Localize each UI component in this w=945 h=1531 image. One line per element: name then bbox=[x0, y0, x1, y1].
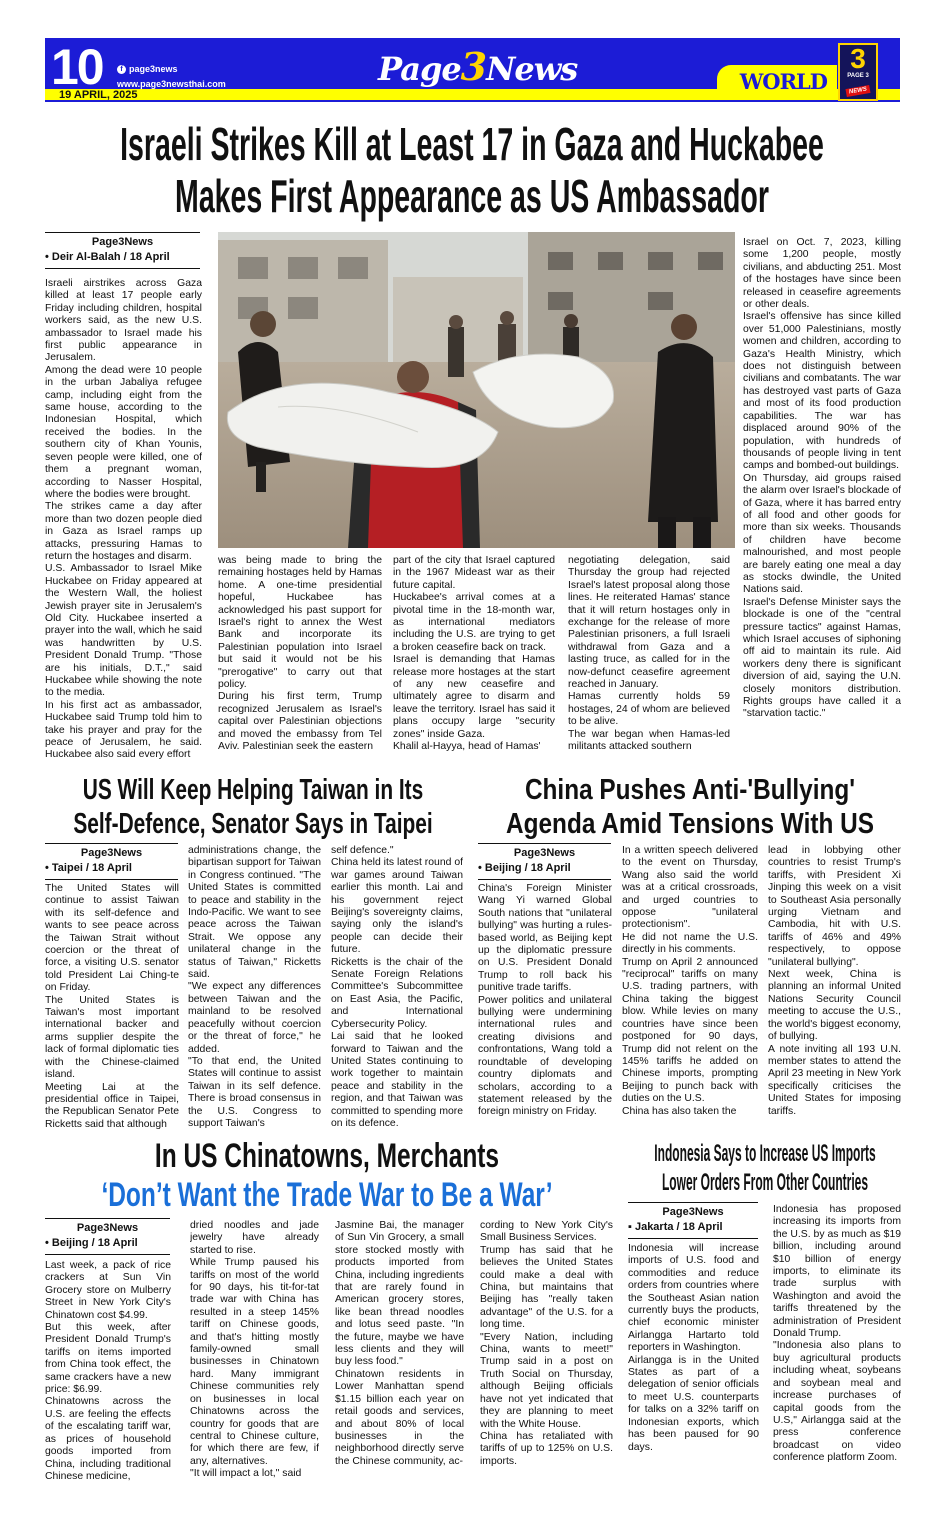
paragraph: part of the city that Israel captured in the 1967 Mideast war as their future capital. bbox=[393, 555, 555, 591]
byline-source: Page3News bbox=[513, 847, 576, 859]
main-headline bbox=[7, 118, 937, 222]
byline-location-date: • Taipei / 18 April bbox=[45, 862, 132, 874]
paragraph: negotiating delegation, said Thursday the group had rejected Israel's latest proposal along those lines. He reiterated Hamas' stance that it will return hostages only in exchange for the release of more Palestinian prisoners, a full Israeli withdrawal from Gaza and a lasting truce, as called for in the now-defunct ceasefire agreement reached in January. bbox=[568, 555, 730, 691]
paragraph: cording to New York City's Small Business Services. bbox=[480, 1220, 613, 1244]
paragraph: Israel's Defense Minister says the blockade is one of the "central pressure tactics" against Hamas, which Israel accuses of siphoning off aid to maintain its rule. Aid workers deny there is significant diversion of aid, saying the U.N. closely monitors distribution. Rights groups have called it a "starvation tactic." bbox=[743, 596, 901, 720]
paragraph: But this week, after President Donald Trump's tariffs on items imported from China took effect, the same crackers have a new price: $6.99. bbox=[45, 1322, 171, 1396]
byline-location-date: • Beijing / 18 April bbox=[45, 1237, 138, 1249]
section-label: WORLD bbox=[739, 69, 827, 94]
badge-news: NEWS bbox=[845, 85, 870, 97]
article-headline bbox=[585, 1139, 945, 1197]
article-headline bbox=[37, 773, 469, 841]
paragraph: "Indonesia also plans to buy agricultural products including wheat, soybeans and soybean meal and increase purchases of capital goods from the U.S," Airlangga said at the press conference broadcast on video conference platform Zoom. bbox=[773, 1340, 901, 1464]
logo-text: Page bbox=[378, 50, 461, 88]
paragraph: "It will impact a lot," said bbox=[190, 1468, 302, 1480]
paragraph: The United States is Taiwan's most important international backer and arms supplier despite the lack of formal diplomatic ties with the Chinese-claimed island. bbox=[45, 994, 179, 1081]
paragraph: administrations change, the bipartisan support for Taiwan in Congress continued. "The United States is committed to peace and stability in the Indo-Pacific. We want to see peace across the Taiwan Strait. We oppose any unilateral change in the status of Taiwan," Ricketts said. bbox=[188, 845, 321, 981]
paragraph: "Every Nation, including China, wants to meet!" Trump said in a post on Truth Social on Thursday, although Beijing officials have not yet indicated that they are planning to meet with the White House. bbox=[480, 1331, 613, 1430]
paragraph: During his first term, Trump recognized Jerusalem as Israel's capital over Palestinian objections and moved the embassy from Tel Aviv. Palestinian seek the eastern bbox=[218, 691, 382, 753]
masthead bbox=[45, 38, 900, 102]
byline-source: Page3News bbox=[76, 1222, 139, 1234]
byline bbox=[628, 1202, 758, 1239]
byline-location-date: • Deir Al-Balah / 18 April bbox=[45, 251, 170, 263]
article-column bbox=[45, 278, 202, 768]
headline-line: US Will Keep Helping Taiwan in Its bbox=[82, 774, 424, 806]
paragraph: The war began when Hamas-led militants attacked southern bbox=[568, 728, 730, 753]
byline-location-date: ▪ Jakarta / 18 April bbox=[628, 1221, 723, 1233]
facebook-handle[interactable] bbox=[117, 64, 178, 74]
paragraph: Israeli airstrikes across Gaza killed at least 17 people early Friday including children, hospital workers said, as the new U.S. ambassador to Israel made his first public appearance in Jerusalem. bbox=[45, 278, 202, 364]
paragraph: Meeting Lai at the presidential office in Taipei, the Republican Senator Pete Ricketts said that although bbox=[45, 1081, 179, 1130]
article-column bbox=[45, 883, 179, 1138]
page3-badge-logo bbox=[838, 43, 878, 101]
facebook-label: page3news bbox=[129, 64, 178, 74]
article-column bbox=[622, 845, 758, 1138]
paragraph: was being made to bring the remaining hostages held by Hamas home. A one-time presidential hopeful, Huckabee has acknowledged his past support for Israel's right to annex the West Bank and incorporate its Palestinian population into Israel but said it would not be his "prerogative" to carry out that policy. bbox=[218, 555, 382, 691]
byline bbox=[478, 843, 611, 880]
gaza-funeral-photo bbox=[218, 232, 735, 548]
paragraph: dried noodles and jade jewelry have already started to rise. bbox=[190, 1220, 319, 1256]
paragraph: China has retaliated with tariffs of up to 125% on U.S. imports. bbox=[480, 1430, 613, 1467]
paragraph: Trump has said that he believes the United States could make a deal with China, but maintains that Beijing has "really taken advantage" of the U.S. for a long time. bbox=[480, 1244, 613, 1331]
paragraph: Among the dead were 10 people in the urban Jabaliya refugee camp, including eight from the same house, according to the Indonesian Hospital, which received the bodies. In the southern city of Khan Younis, seven people were killed, one of them a pregnant woman, according to Nasser Hospital, where the bodies were brought. bbox=[45, 364, 202, 500]
article-headline bbox=[455, 773, 925, 841]
badge-page: PAGE 3 bbox=[847, 73, 869, 79]
article-column bbox=[218, 555, 382, 768]
paragraph: Trump on April 2 announced "reciprocal" tariffs on many U.S. trading partners, with China taking the biggest blow. While levies on many countries have since been postponed for 90 days, Trump did not relent on the 145% tariffs he added on Chinese imports, prompting Beijing to punch back with duties on the U.S. bbox=[622, 956, 758, 1105]
paragraph: The United States will continue to assist Taiwan with its self-defence and wants to see peace across the Taiwan Strait without coercion or the threat of force, a visiting U.S. senator told President Lai Ching-te on Friday. bbox=[45, 883, 179, 994]
paragraph: The strikes came a day after more than two dozen people died in Gaza as Israel ramps up attacks, pressuring Hamas to return the hostages and disarm. bbox=[45, 501, 202, 562]
headline-line: In US Chinatowns, Merchants bbox=[154, 1137, 500, 1175]
page-number: 10 bbox=[51, 39, 103, 95]
paragraph: "We expect any differences between Taiwan and the mainland to be resolved peacefully without coercion or the threat of force," he added. bbox=[188, 981, 321, 1055]
issue-date: 19 APRIL, 2025 bbox=[59, 89, 138, 101]
article-column bbox=[45, 1260, 171, 1492]
article-headline bbox=[75, 1137, 579, 1215]
article-column bbox=[773, 1204, 901, 1492]
byline bbox=[45, 1218, 170, 1255]
byline-source: Page3News bbox=[91, 236, 154, 248]
article-column bbox=[480, 1220, 613, 1492]
article-column bbox=[768, 845, 901, 1138]
article-column bbox=[743, 237, 901, 767]
paragraph: Khalil al-Hayya, head of Hamas' bbox=[393, 741, 541, 753]
headline-line: Self-Defence, Senator Says in Taipei bbox=[73, 808, 433, 840]
paragraph: Indonesia has proposed increasing its imports from the U.S. by as much as $19 billion, including around $10 billion of energy imports, to eliminate its trade surplus with Washington and avoid the tariffs threatened by the administration of President Donald Trump. bbox=[773, 1204, 901, 1340]
paragraph: Lai said that he looked forward to Taiwan and the United States continuing to work together to maintain peace and stability in the region, and that Taiwan was committed to spending more on its defence. bbox=[331, 1031, 463, 1129]
paragraph: Jasmine Bai, the manager of Sun Vin Grocery, a small store stocked mostly with products imported from China, including ingredients that are rarely found in American grocery stores, like bean thread noodles and lotus seed paste. "In the future, maybe we have less clients and they will buy less food." bbox=[335, 1220, 464, 1368]
paragraph: In his first act as ambassador, Huckabee said Trump told him to take his prayer and pray for the peace of Jerusalem, he said. Huckabee also said every effort bbox=[45, 699, 202, 761]
paragraph: Indonesia will increase imports of U.S. food and commodities and reduce orders from countries where the Southeast Asian nation currently buys the products, chief economic minister Airlangga Hartarto told reporters in Washington. bbox=[628, 1243, 759, 1354]
paragraph: China's Foreign Minister Wang Yi warned Global South nations that "unilateral bullying" was hurting a rules-based world, as Beijing kept up the diplomatic pressure on U.S. President Donald Trump to roll back his punitive trade tariffs. bbox=[478, 883, 612, 994]
headline-line: Lower Orders From Other Countries bbox=[661, 1169, 869, 1196]
paragraph: "To that end, the United States will continue to assist Taiwan in its self defence. There is broad consensus in the U.S. Congress to support Taiwan's bbox=[188, 1055, 321, 1129]
paragraph: Last week, a pack of rice crackers at Sun Vin Grocery store on Mulberry Street in New York City's Chinatown cost $4.99. bbox=[45, 1260, 171, 1321]
paragraph: China has also taken the bbox=[622, 1105, 737, 1117]
paragraph: On Thursday, aid groups raised the alarm over Israel's blockade of of Gaza, where it has barred entry of all food and other goods for more than six weeks. Thousands of children have become malnourished, and most people are barely eating one meal a day as stocks dwindle, the United Nations said. bbox=[743, 472, 901, 596]
facebook-icon: f bbox=[117, 65, 126, 74]
byline-source: Page3News bbox=[80, 847, 143, 859]
paragraph: Israel on Oct. 7, 2023, killing some 1,200 people, mostly civilians, and abducting 251. Most of the hostages have since been released in ceasefire agreements or other deals. bbox=[743, 237, 901, 311]
section-tab bbox=[717, 65, 837, 100]
paragraph: U.S. Ambassador to Israel Mike Huckabee on Friday appeared at the Western Wall, the holiest Jewish prayer site in Jerusalem's Old City. Huckabee inserted a prayer into the wall, which he said was handwritten by U.S. President Donald Trump. "Those are his initials, D.T.," said Huckabee while showing the note to the media. bbox=[45, 563, 202, 699]
paragraph: Israel is demanding that Hamas release more hostages at the start of any new ceasefire and ultimately agree to disarm and leave the territory. Israel has said it plans occupy large "security zones" inside Gaza. bbox=[393, 654, 555, 740]
headline-line: Indonesia Says to Increase US Imports bbox=[654, 1140, 876, 1167]
paragraph: Chinatown residents in Lower Manhattan spend $1.15 billion each year on retail goods and services, and about 80% of local businesses in the neighborhood directly serve the Chinese community, ac- bbox=[335, 1368, 464, 1467]
article-column bbox=[188, 845, 321, 1138]
article-column bbox=[190, 1220, 319, 1492]
byline bbox=[45, 232, 200, 269]
headline-line: China Pushes Anti-'Bullying' bbox=[524, 774, 856, 806]
paragraph: In a written speech delivered to the event on Thursday, Wang also said the world was at a critical crossroads, and urged countries to oppose "unilateral protectionism". bbox=[622, 845, 758, 931]
byline-location-date: • Beijing / 18 April bbox=[478, 862, 571, 874]
paragraph: Next week, China is planning an informal United Nations Security Council meeting to accuse the U.S., the world's biggest economy, of bullying. bbox=[768, 969, 901, 1043]
website-link[interactable]: www.page3newsthai.com bbox=[117, 79, 226, 89]
paragraph: He did not name the U.S. directly in his comments. bbox=[622, 931, 758, 956]
headline-quote-line: ‘Don’t Want the Trade War to Be a War’ bbox=[101, 1176, 553, 1214]
paragraph: self defence." bbox=[331, 845, 394, 856]
badge-number: 3 bbox=[850, 43, 866, 74]
headline-line: Agenda Amid Tensions With US bbox=[506, 808, 874, 840]
paragraph: Chinatowns across the U.S. are feeling the effects of the escalating tariff war, as prices of household goods imported from China, including traditional Chinese medicine, bbox=[45, 1396, 171, 1482]
byline bbox=[45, 843, 178, 880]
paragraph: Hamas currently holds 59 hostages, 24 of whom are believed to be alive. bbox=[568, 691, 730, 728]
article-column bbox=[478, 883, 612, 1138]
paragraph: Huckabee's arrival comes at a pivotal time in the 18-month war, as international mediators including the U.S. are trying to get a broken ceasefire back on track. bbox=[393, 592, 555, 653]
logo-three: 3 bbox=[460, 44, 487, 89]
paragraph: lead in lobbying other countries to resist Trump's tariffs, with President Xi Jinping this week on a visit to Southeast Asia personally urging Vietnam and Cambodia, hit with U.S. tariffs of 46% and 49% respectively, to oppose "unilateral bullying". bbox=[768, 845, 901, 968]
paragraph: Power politics and unilateral bullying were undermining international rules and creating divisions and confrontations, Wang told a roundtable of developing country diplomats and scholars, according to a statement released by the foreign ministry on Friday. bbox=[478, 994, 612, 1118]
logo-text: News bbox=[486, 50, 578, 88]
byline-source: Page3News bbox=[662, 1206, 724, 1218]
article-column bbox=[331, 845, 463, 1138]
headline-line: Makes First Appearance as US Ambassador bbox=[175, 170, 769, 222]
masthead-logo bbox=[378, 44, 577, 89]
paragraph: Airlangga is in the United States as part of a delegation of senior officials to meet U.S. counterparts for talks on a 32% tariff on Indonesian exports, which has been paused for 90 days. bbox=[628, 1354, 759, 1453]
paragraph: Ricketts is the chair of the Senate Foreign Relations Committee's Subcommittee on East Asia, the Pacific, and International Cybersecurity Policy. bbox=[331, 956, 463, 1030]
headline-line: Israeli Strikes Kill at Least 17 in Gaza and Huckabee bbox=[120, 118, 824, 170]
news-photo bbox=[218, 232, 735, 548]
article-column bbox=[568, 555, 730, 768]
paragraph: While Trump paused his tariffs on most of the world for 90 days, his tit-for-tat trade war with China has resulted in a steep 145% tariff on Chinese goods, and that's hitting mostly family-owned small businesses in Chinatown hard. Many immigrant Chinese communities rely on businesses in local Chinatowns across the country for goods that are central to Chinese culture, for which there are few, if any, alternatives. bbox=[190, 1257, 319, 1467]
paragraph: A note inviting all 193 U.N. member states to attend the April 23 meeting in New York specifically criticises the United States for imposing tariffs. bbox=[768, 1043, 901, 1117]
article-column bbox=[628, 1243, 759, 1493]
article-column bbox=[393, 555, 555, 768]
paragraph: China held its latest round of war games around Taiwan earlier this month. Lai and his government reject Beijing's sovereignty claims, saying only the island's people can decide their future. bbox=[331, 857, 463, 956]
paragraph: Israel's offensive has since killed over 51,000 Palestinians, mostly women and children, according to Gaza's Health Ministry, which does not distinguish between civilians and combatants. The war has destroyed vast parts of Gaza and most of its food production capabilities. The war has displaced around 90% of the population, with hundreds of thousands of people living in tent camps and bombed-out buildings. bbox=[743, 311, 901, 472]
article-column bbox=[335, 1220, 464, 1492]
